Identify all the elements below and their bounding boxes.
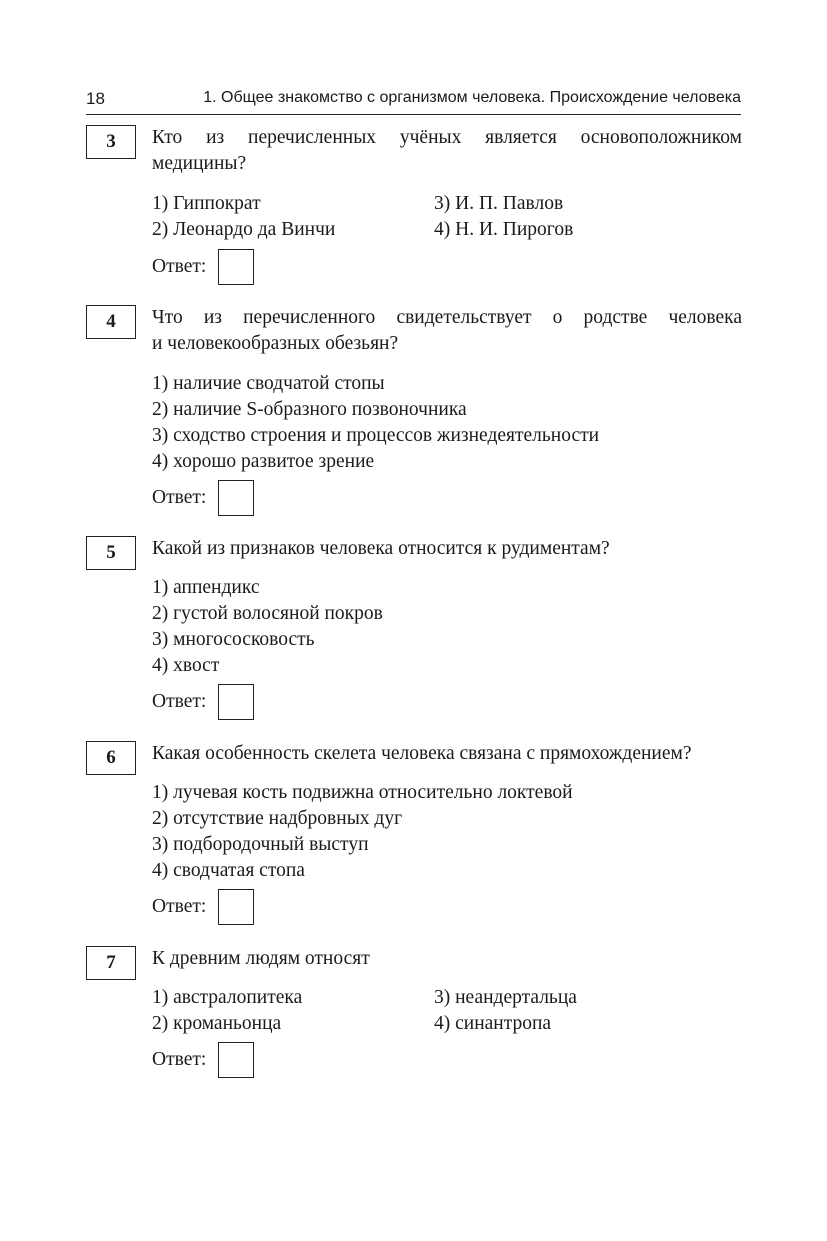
running-title: 1. Общее знакомство с организмом человека. Происхождение человека xyxy=(203,89,741,106)
options xyxy=(152,575,742,679)
option: 2) густой волосяной покров xyxy=(152,603,383,624)
options xyxy=(152,780,742,884)
option: 3) сходство строения и процессов жизнедеятельности xyxy=(152,425,600,446)
question-text xyxy=(152,741,742,767)
option: 4) синантропа xyxy=(434,1013,552,1034)
task-number: 4 xyxy=(86,305,136,339)
task-number: 6 xyxy=(86,741,136,775)
option: 4) Н. И. Пирогов xyxy=(434,219,574,240)
question-line: и человекообразных обезьян? xyxy=(152,333,399,354)
options xyxy=(152,985,742,1037)
page-header xyxy=(86,86,741,115)
option: 2) отсутствие надбровных дуг xyxy=(152,808,403,829)
option: 1) лучевая кость подвижна относительно локтевой xyxy=(152,782,573,803)
answer-label: Ответ: xyxy=(152,1049,207,1070)
question-line: медицины? xyxy=(152,153,247,174)
answer-row xyxy=(152,684,254,720)
answer-row xyxy=(152,1042,254,1078)
option: 4) хвост xyxy=(152,655,220,676)
question-line: Какой из признаков человека относится к рудиментам? xyxy=(152,538,610,559)
options xyxy=(152,371,742,475)
option: 3) подбородочный выступ xyxy=(152,834,369,855)
option: 3) неандертальца xyxy=(434,987,577,1008)
answer-box[interactable] xyxy=(218,684,254,720)
answer-box[interactable] xyxy=(218,480,254,516)
task-number: 7 xyxy=(86,946,136,980)
option: 2) кроманьонца xyxy=(152,1013,282,1034)
answer-label: Ответ: xyxy=(152,691,207,712)
question-text xyxy=(152,125,742,177)
option: 4) хорошо развитое зрение xyxy=(152,451,375,472)
answer-box[interactable] xyxy=(218,249,254,285)
question-line: Что из перечисленного свидетельствует о родстве человека xyxy=(152,307,742,328)
task-number: 3 xyxy=(86,125,136,159)
question-text xyxy=(152,946,742,972)
answer-label: Ответ: xyxy=(152,896,207,917)
task-number: 5 xyxy=(86,536,136,570)
question-line: К древним людям относят xyxy=(152,948,370,969)
answer-row xyxy=(152,480,254,516)
option: 1) наличие сводчатой стопы xyxy=(152,373,385,394)
question-line: Какая особенность скелета человека связана с прямохождением? xyxy=(152,743,692,764)
answer-box[interactable] xyxy=(218,889,254,925)
question-line: Кто из перечисленных учёных является основоположником xyxy=(152,127,742,148)
answer-row xyxy=(152,889,254,925)
page-number: 18 xyxy=(86,89,105,108)
option: 3) И. П. Павлов xyxy=(434,193,564,214)
question-text xyxy=(152,305,742,357)
option: 2) наличие S-образного позвоночника xyxy=(152,399,467,420)
option: 2) Леонардо да Винчи xyxy=(152,219,336,240)
option: 1) аппендикс xyxy=(152,577,260,598)
question-text xyxy=(152,536,742,562)
answer-box[interactable] xyxy=(218,1042,254,1078)
option: 3) многососковость xyxy=(152,629,315,650)
answer-label: Ответ: xyxy=(152,487,207,508)
option: 1) Гиппократ xyxy=(152,193,261,214)
options xyxy=(152,191,742,243)
answer-row xyxy=(152,249,254,285)
option: 1) австралопитека xyxy=(152,987,303,1008)
option: 4) сводчатая стопа xyxy=(152,860,305,881)
answer-label: Ответ: xyxy=(152,256,207,277)
